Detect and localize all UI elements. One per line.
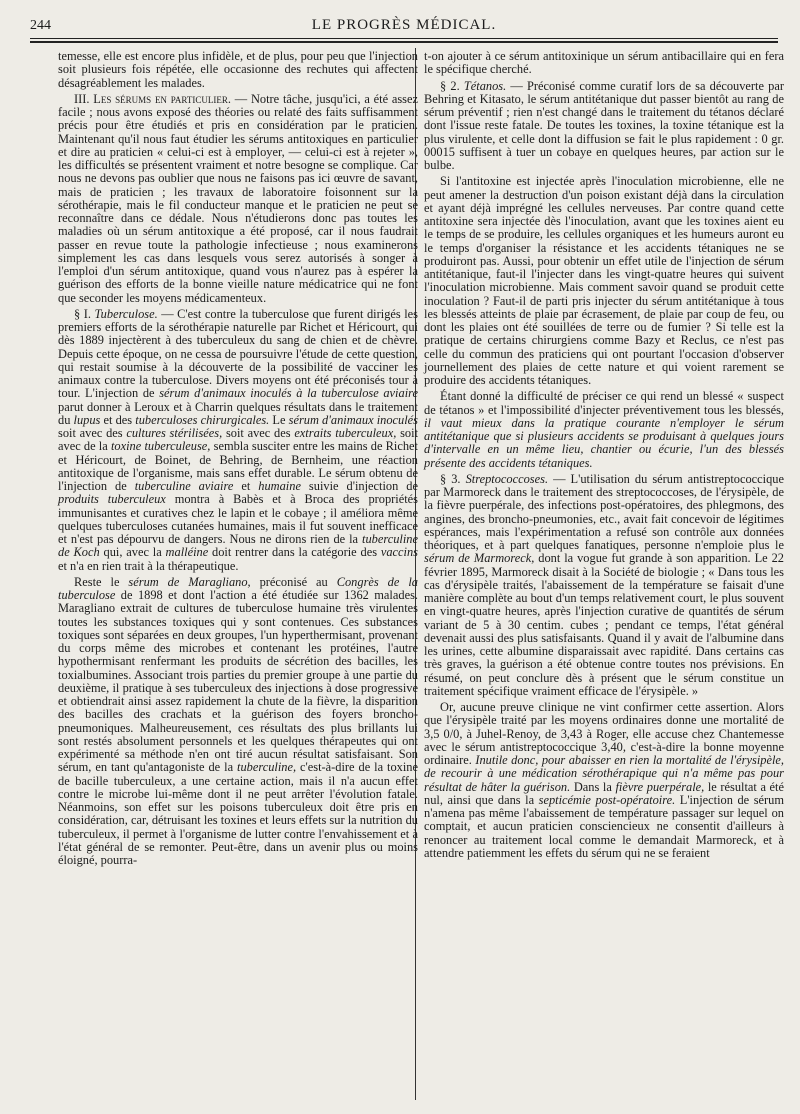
section-title: Tuberculose. <box>94 306 158 321</box>
section-title: Streptococcoses. <box>465 471 549 486</box>
journal-title: LE PROGRÈS MÉDICAL. <box>311 17 497 33</box>
paragraph: t-on ajouter à ce sérum antitoxinique un sérum antibacillaire qui en fera le spécifique cherché. <box>424 49 784 77</box>
paragraph: III. Les sérums en particulier. — Notre tâche, jusqu'ici, a été assez facile ; nous avons exposé des théories ou relaté des faits suffisamment précis pour être étudiés et pris en considération par le praticien. Maintenant qu'il nous faut étudier les sérums antitoxiques en particulier et dire au praticien « celui-ci est à employer, — celui-ci est à rejeter », les difficultés se présentent vraiment et notre besogne se complique. Car nous ne devons pas oublier que nous ne faisons pas ici œuvre de savant, mais de praticien ; les travaux de laboratoire foisonnent sur la sérothérapie, mais le fil conducteur manque et le praticien ne peut se reconnaître dans ce dédale. Nous n'étudierons donc pas toutes les maladies où un sérum antitoxique a été proposé, car il nous faudrait passer en revue toute la pathologie infectieuse ; nous examinerons simplement les cas dans lesquels vous serez autorisés à songer à l'emploi d'un sérum antitoxique, quand vous n'aurez pas à espérer la guérison des efforts de la bonne vieille nature médicatrice qui ne font que seconder les moyens médicamenteux. <box>58 91 418 305</box>
paragraph: temesse, elle est encore plus infidèle, et de plus, pour peu que l'injection soit plusieurs fois répétée, elle occasionne des rechutes qui affectent désagréablement les malades. <box>58 49 418 90</box>
paragraph: Reste le sérum de Maragliano, préconisé au Congrès de la tuberculose de 1898 et dont l'action a été étudiée sur 1362 malades. Maragliano extrait de cultures de tuberculose humaine très virulentes toutes les substances toxiques qui y sont contenues. Ces substances toxiques sont séparées en deux groupes, l'un hyperthermisant, provenant du corps même des microbes et contenant les protéines, l'autre hypothermisant renfermant les produits de sécrétion des bacilles, les toxialbumines. Associant trois parties du premier groupe à une partie du deuxième, il pratique à ses tuberculeux des injections à dose progressive et obtiendrait ainsi assez rapidement la chute de la fièvre, la disparition des bacilles des crachats et la guérison des foyers broncho-pneumoniques. Malheureusement, ces résultats des plus brillants lui sont restés absolument personnels et les quelques thérapeutes qui ont expérimenté sa méthode n'en ont tiré aucun résultat satisfaisant. Son sérum, en tant qu'antagoniste de la tuberculine, c'est-à-dire de la toxine de bacille tuberculeux, a une certaine action, mais il n'a aucun effet contre le microbe lui-même dont il ne peut arrêter l'évolution fatale. Néanmoins, son effet sur les poisons tuberculeux doit être pris en considération, car, détruisant les toxines et leurs effets sur la nutrition du tuberculeux, il permet à l'organisme de lutter contre l'envahissement et à l'état général de se remonter. Peut-être, dans un avenir plus ou moins éloigné, pourra- <box>58 574 418 867</box>
paragraph: Étant donné la difficulté de préciser ce qui rend un blessé « suspect de tétanos » et l'impossibilité d'injecter préventivement tous les blessés, il vaut mieux dans la pratique courante n'employer le sérum antitétanique que si plusieurs accidents se produisant à quelques jours d'intervalle en un même lieu, chantier ou écurie, l'un des blessés présente des accidents tétaniques. <box>424 389 784 470</box>
left-column <box>58 50 418 870</box>
running-header <box>30 14 778 39</box>
paragraph: Or, aucune preuve clinique ne vint confirmer cette assertion. Alors que l'érysipèle traité par les moyens ordinaires donne une mortalité de 3,5 0/0, à Juhel-Renoy, de 3,43 à Roger, elle accuse chez Chantemesse avec le sérum antistreptococcique 3,40, c'est-à-dire la bonne moyenne ordinaire. Inutile donc, pour abaisser en rien la mortalité de l'érysipèle, de recourir à une médication sérothérapique qui n'a même pas pour résultat de hâter la guérison. Dans la fièvre puerpérale, le résultat a été nul, ainsi que dans la septicémie post-opératoire. L'injection de sérum n'amena pas même l'abaissement de température passager sur lequel on comptait, et aucun praticien consciencieux ne consentit d'ailleurs à renoncer au traitement local comme le demandait Marmoreck, et à attendre patiemment les effets du sérum qui ne se feraient <box>424 700 784 860</box>
header-rule <box>30 41 778 43</box>
paragraph: § I. Tuberculose. — C'est contre la tuberculose que furent dirigés les premiers efforts de la sérothérapie naturelle par Richet et Héricourt, qui dès 1889 injectèrent à des tuberculeux du sang de chien et de chèvre. Depuis cette époque, on ne cessa de poursuivre l'étude de cette question, qui restait soumise à la découverte de la possibilité de vacciner les animaux contre la tuberculose. Divers moyens ont été préconisés tour à tour. L'injection de sérum d'animaux inoculés à la tuberculose aviaire parut donner à Leroux et à Charrin quelques résultats dans le traitement du lupus et des tuberculoses chirurgicales. Le sérum d'animaux inoculés soit avec des cultures stérilisées, soit avec des extraits tuberculeux, soit avec de la toxine tuberculeuse, sembla susciter entre les mains de Richet et Héricourt, de Boinet, de Behring, de Bernheim, une réaction antitoxique de l'organisme, mais sans effet durable. Le sérum obtenu de l'injection de tuberculine aviaire et humaine suivie d'injection de produits tuberculeux montra à Babès et à Broca des propriétés immunisantes et curatives chez le lapin et le cobaye ; il améliora même quelques tuberculoses cutanées humaines, mais il fut souvent inefficace et n'est pas dépourvu de dangers. Nous ne dirons rien de la tuberculine de Koch qui, avec la malléine doit rentrer dans la catégorie des vaccins et n'a en rien trait à la thérapeutique. <box>58 306 419 573</box>
section-title: Tétanos. <box>463 78 507 93</box>
paragraph: § 3. Streptococcoses. — L'utilisation du sérum antistreptococcique par Marmoreck dans le traitement des streptococcoses, de l'érysipèle, de la fièvre puerpérale, des infections post-opératoires, des phlegmons, des angines, des broncho-pneumonies, etc., avait fait concevoir de légitimes espérances, mais l'expérimentation a refusé son contrôle aux données théoriques, et à part quelques fanatiques, personne n'emploie plus le sérum de Marmoreck, dont la vogue fut grande à son apparition. Le 22 février 1895, Marmoreck disait à la Société de biologie ; « Dans tous les cas d'érysipèle traités, l'abaissement de la température se faisait d'une manière complète au bout d'un temps relativement court, le plus souvent en vingt-quatre heures, après l'injection curative de quantités de sérum variant de 5 à 30 centim. cubes ; pendant ce temps, l'état général devenait aussi des plus satisfaisants. Quand il y avait de l'albumine dans les urines, cette albumine disparaissait avec rapidité. Dans certains cas très graves, la guérison a été obtenue contre toutes nos prévisions. En résumé, on peut conclure dès à présent que le sérum constitue un traitement spécifique vraiment efficace de l'érysipèle. » <box>424 471 785 698</box>
paragraph: § 2. Tétanos. — Préconisé comme curatif lors de sa découverte par Behring et Kitasato, le sérum antitétanique dut passer bientôt au rang de sérum préventif ; rien n'est changé dans le traitement du tétanos déclaré dont l'issue reste fatale. De toutes les toxines, la toxine tétanique est la plus virulente, et celle dont la diffusion se fait le plus rapidement : 0 gr. 00015 suffisent à tuer un cobaye en quelques heures, par action sur le bulbe. <box>424 78 784 172</box>
paragraph: Si l'antitoxine est injectée après l'inoculation microbienne, elle ne peut amener la destruction d'un poison existant déjà dans la circulation et ayant déjà imprégné les cellules nerveuses. Par contre quand cette antitoxine sera injectée dès l'inoculation, avant que les toxines aient eu le temps de se produire, les cellules organiques et les humeurs auront eu le temps d'organiser la résistance et les accidents tétaniques ne se produiront pas. Aussi, pour obtenir un effet utile de l'injection de sérum antitétanique, faut-il l'injecter dans les vingt-quatre heures qui suivent l'inoculation microbienne. Mais comment savoir quand se produit cette inoculation ? Faut-il de parti pris injecter du sérum antitétanique à tous les blessés atteints de plaie par écrasement, de plaie par coup de feu, ou dont les plaies ont été souillées de terre ou de fumier ? Si telle est la pratique de certains chirurgiens comme Bazy et Reclus, ce n'est pas celle du commun des praticiens qui ont pourtant l'occasion d'observer journellement des plaies de cette nature et qui voient rarement se produire des accidents tétaniques. <box>424 174 784 387</box>
page-number: 244 <box>30 18 51 33</box>
right-column <box>424 50 784 863</box>
section-heading: III. Les sérums en particulier. <box>74 91 231 106</box>
